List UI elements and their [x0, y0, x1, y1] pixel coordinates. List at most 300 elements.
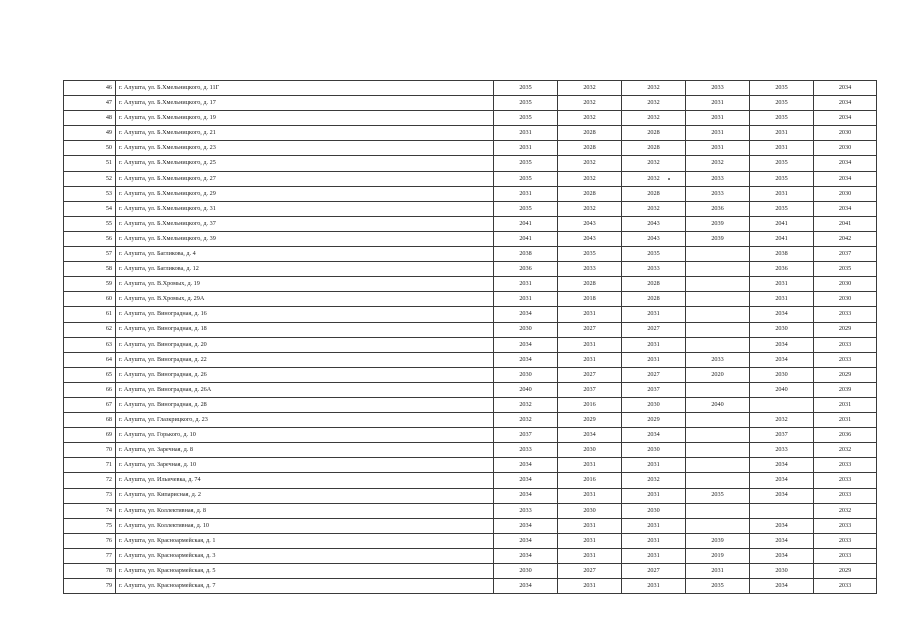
row-number: 74: [64, 503, 116, 518]
year-cell: 2029: [814, 367, 877, 382]
year-cell: 2033: [814, 533, 877, 548]
year-cell: 2034: [750, 533, 814, 548]
year-cell: 2031: [814, 413, 877, 428]
year-cell: 2033: [814, 518, 877, 533]
table-row: [64, 81, 877, 96]
year-cell: 2031: [622, 548, 686, 563]
year-cell: 2030: [814, 126, 877, 141]
address-cell: г. Алушта, ул. Горького, д. 10: [116, 428, 494, 443]
address-cell: г. Алушта, ул. Заречная, д. 8: [116, 443, 494, 458]
year-cell: [686, 277, 750, 292]
year-cell: 2033: [814, 352, 877, 367]
year-cell: 2036: [686, 201, 750, 216]
year-cell: 2039: [686, 216, 750, 231]
row-number: 61: [64, 307, 116, 322]
year-cell: 2034: [750, 548, 814, 563]
year-cell: 2034: [494, 473, 558, 488]
year-cell: 2039: [686, 533, 750, 548]
year-cell: [686, 262, 750, 277]
year-cell: 2034: [750, 579, 814, 594]
year-cell: 2033: [814, 579, 877, 594]
year-cell: 2032: [622, 81, 686, 96]
address-cell: г. Алушта, ул. Коллективная, д. 10: [116, 518, 494, 533]
year-cell: 2032: [622, 201, 686, 216]
year-cell: 2033: [686, 81, 750, 96]
year-cell: 2034: [494, 518, 558, 533]
year-cell: 2032: [622, 156, 686, 171]
table-row: [64, 126, 877, 141]
year-cell: [686, 518, 750, 533]
year-cell: 2018: [558, 292, 622, 307]
year-cell: 2034: [814, 96, 877, 111]
year-cell: 2034: [750, 307, 814, 322]
year-cell: 2032: [494, 397, 558, 412]
year-cell: [686, 413, 750, 428]
year-cell: 2029: [814, 564, 877, 579]
year-cell: 2035: [750, 156, 814, 171]
year-cell: 2043: [558, 216, 622, 231]
row-number: 69: [64, 428, 116, 443]
year-cell: 2033: [814, 488, 877, 503]
year-cell: 2034: [494, 307, 558, 322]
row-number: 64: [64, 352, 116, 367]
year-cell: 2035: [494, 201, 558, 216]
row-number: 62: [64, 322, 116, 337]
year-cell: 2031: [686, 126, 750, 141]
year-cell: 2041: [750, 216, 814, 231]
row-number: 67: [64, 397, 116, 412]
year-cell: 2034: [622, 428, 686, 443]
year-cell: 2032: [558, 111, 622, 126]
year-cell: 2029: [814, 322, 877, 337]
address-cell: г. Алушта, ул. Б.Хмельницкого, д. 27: [116, 171, 494, 186]
address-cell: г. Алушта, ул. Виноградная, д. 28: [116, 397, 494, 412]
table-row: [64, 458, 877, 473]
table-row: [64, 548, 877, 563]
year-cell: [686, 337, 750, 352]
year-cell: 2035: [686, 488, 750, 503]
year-cell: [686, 382, 750, 397]
row-number: 70: [64, 443, 116, 458]
year-cell: 2037: [814, 247, 877, 262]
year-cell: 2034: [814, 171, 877, 186]
year-cell: 2031: [750, 186, 814, 201]
year-cell: 2028: [622, 141, 686, 156]
table-row: [64, 397, 877, 412]
year-cell: 2032: [622, 96, 686, 111]
year-cell: 2031: [494, 141, 558, 156]
year-cell: 2033: [494, 443, 558, 458]
year-cell: 2035: [686, 579, 750, 594]
row-number: 65: [64, 367, 116, 382]
year-cell: 2036: [814, 428, 877, 443]
year-cell: 2030: [622, 443, 686, 458]
year-cell: 2033: [558, 262, 622, 277]
year-cell: 2031: [750, 277, 814, 292]
year-cell: 2031: [494, 277, 558, 292]
year-cell: 2016: [558, 397, 622, 412]
year-cell: 2020: [686, 367, 750, 382]
scan-speck: [668, 178, 670, 180]
year-cell: 2031: [622, 518, 686, 533]
table-row: [64, 277, 877, 292]
year-cell: 2032: [622, 111, 686, 126]
year-cell: 2035: [494, 171, 558, 186]
year-cell: 2038: [494, 247, 558, 262]
row-number: 54: [64, 201, 116, 216]
year-cell: 2037: [494, 428, 558, 443]
year-cell: 2035: [494, 111, 558, 126]
year-cell: 2031: [750, 292, 814, 307]
table-row: [64, 428, 877, 443]
year-cell: 2031: [494, 292, 558, 307]
year-cell: 2031: [686, 96, 750, 111]
year-cell: 2031: [622, 458, 686, 473]
year-cell: [686, 322, 750, 337]
year-cell: 2028: [622, 277, 686, 292]
table-row: [64, 262, 877, 277]
year-cell: 2031: [686, 111, 750, 126]
year-cell: 2032: [622, 473, 686, 488]
year-cell: 2028: [622, 186, 686, 201]
year-cell: 2032: [622, 171, 686, 186]
year-cell: 2031: [750, 141, 814, 156]
table-row: [64, 564, 877, 579]
year-cell: 2035: [494, 156, 558, 171]
year-cell: 2033: [814, 337, 877, 352]
year-cell: 2027: [558, 322, 622, 337]
year-cell: 2030: [814, 277, 877, 292]
year-cell: 2019: [686, 548, 750, 563]
year-cell: 2033: [686, 186, 750, 201]
year-cell: [686, 458, 750, 473]
year-cell: 2030: [814, 186, 877, 201]
year-cell: 2034: [494, 579, 558, 594]
year-cell: 2031: [558, 307, 622, 322]
table-row: [64, 533, 877, 548]
address-cell: г. Алушта, ул. В.Хромых, д. 29А: [116, 292, 494, 307]
year-cell: 2034: [494, 352, 558, 367]
year-cell: 2043: [622, 216, 686, 231]
year-cell: 2031: [622, 488, 686, 503]
row-number: 66: [64, 382, 116, 397]
address-cell: г. Алушта, ул. Глазкрицкого, д. 23: [116, 413, 494, 428]
address-cell: г. Алушта, ул. Багликова, д. 4: [116, 247, 494, 262]
year-cell: 2042: [814, 231, 877, 246]
year-cell: [686, 473, 750, 488]
year-cell: 2030: [558, 443, 622, 458]
year-cell: 2041: [814, 216, 877, 231]
year-cell: 2031: [558, 548, 622, 563]
address-cell: г. Алушта, ул. В.Хромых, д. 19: [116, 277, 494, 292]
year-cell: 2032: [814, 443, 877, 458]
year-cell: 2030: [622, 503, 686, 518]
row-number: 59: [64, 277, 116, 292]
year-cell: [686, 292, 750, 307]
year-cell: 2033: [494, 503, 558, 518]
year-cell: 2032: [814, 503, 877, 518]
address-cell: г. Алушта, ул. Ильичевка, д. 74: [116, 473, 494, 488]
year-cell: 2030: [622, 397, 686, 412]
year-cell: 2030: [814, 292, 877, 307]
table-row: [64, 503, 877, 518]
year-cell: 2033: [814, 473, 877, 488]
year-cell: 2034: [494, 548, 558, 563]
year-cell: 2030: [558, 503, 622, 518]
year-cell: 2033: [814, 458, 877, 473]
table-row: [64, 201, 877, 216]
year-cell: 2031: [622, 337, 686, 352]
year-cell: 2031: [558, 488, 622, 503]
year-cell: 2030: [750, 564, 814, 579]
year-cell: 2033: [622, 262, 686, 277]
row-number: 60: [64, 292, 116, 307]
year-cell: 2032: [558, 96, 622, 111]
table-row: [64, 352, 877, 367]
year-cell: 2031: [622, 579, 686, 594]
year-cell: 2034: [750, 352, 814, 367]
year-cell: 2031: [686, 564, 750, 579]
table-row: [64, 367, 877, 382]
year-cell: 2031: [558, 352, 622, 367]
year-cell: 2035: [750, 201, 814, 216]
table-row: [64, 413, 877, 428]
year-cell: 2033: [814, 307, 877, 322]
table-row: [64, 156, 877, 171]
year-cell: 2034: [494, 337, 558, 352]
row-number: 77: [64, 548, 116, 563]
year-cell: 2028: [622, 126, 686, 141]
row-number: 79: [64, 579, 116, 594]
year-cell: 2032: [558, 156, 622, 171]
address-cell: г. Алушта, ул. Б.Хмельницкого, д. 19: [116, 111, 494, 126]
address-cell: г. Алушта, ул. Б.Хмельницкого, д. 21: [116, 126, 494, 141]
address-cell: г. Алушта, ул. Б.Хмельницкого, д. 39: [116, 231, 494, 246]
row-number: 68: [64, 413, 116, 428]
row-number: 72: [64, 473, 116, 488]
address-cell: г. Алушта, ул. Виноградная, д. 22: [116, 352, 494, 367]
table-row: [64, 141, 877, 156]
year-cell: 2036: [494, 262, 558, 277]
year-cell: 2034: [558, 428, 622, 443]
year-cell: 2035: [814, 262, 877, 277]
year-cell: 2028: [558, 126, 622, 141]
row-number: 47: [64, 96, 116, 111]
year-cell: 2034: [494, 458, 558, 473]
row-number: 49: [64, 126, 116, 141]
year-cell: 2041: [494, 216, 558, 231]
row-number: 71: [64, 458, 116, 473]
year-cell: 2034: [494, 533, 558, 548]
year-cell: 2035: [750, 111, 814, 126]
year-cell: 2034: [494, 488, 558, 503]
year-cell: 2031: [494, 126, 558, 141]
row-number: 51: [64, 156, 116, 171]
year-cell: 2040: [750, 382, 814, 397]
table-row: [64, 216, 877, 231]
year-cell: 2031: [622, 352, 686, 367]
year-cell: 2031: [558, 518, 622, 533]
row-number: 58: [64, 262, 116, 277]
year-cell: 2031: [558, 533, 622, 548]
row-number: 75: [64, 518, 116, 533]
address-cell: г. Алушта, ул. Красноармейская, д. 3: [116, 548, 494, 563]
year-cell: [686, 503, 750, 518]
address-cell: г. Алушта, ул. Заречная, д. 10: [116, 458, 494, 473]
year-cell: 2030: [814, 141, 877, 156]
table-row: [64, 488, 877, 503]
table-row: [64, 231, 877, 246]
year-cell: 2035: [558, 247, 622, 262]
year-cell: 2035: [494, 81, 558, 96]
year-cell: [750, 397, 814, 412]
address-cell: г. Алушта, ул. Кипарисная, д. 2: [116, 488, 494, 503]
year-cell: 2034: [750, 458, 814, 473]
year-cell: [686, 443, 750, 458]
year-cell: 2031: [622, 307, 686, 322]
row-number: 78: [64, 564, 116, 579]
address-cell: г. Алушта, ул. Виноградная, д. 26А: [116, 382, 494, 397]
year-cell: 2032: [494, 413, 558, 428]
year-cell: 2041: [750, 231, 814, 246]
year-cell: 2030: [494, 322, 558, 337]
address-cell: г. Алушта, ул. Б.Хмельницкого, д. 31: [116, 201, 494, 216]
address-cell: г. Алушта, ул. Красноармейская, д. 1: [116, 533, 494, 548]
year-cell: 2034: [750, 488, 814, 503]
address-cell: г. Алушта, ул. Красноармейская, д. 5: [116, 564, 494, 579]
year-cell: 2031: [558, 337, 622, 352]
year-cell: 2037: [750, 428, 814, 443]
table-body: [64, 81, 877, 594]
year-cell: 2031: [622, 533, 686, 548]
address-cell: г. Алушта, ул. Виноградная, д. 26: [116, 367, 494, 382]
year-cell: [686, 428, 750, 443]
address-cell: г. Алушта, ул. Багликова, д. 12: [116, 262, 494, 277]
year-cell: 2031: [686, 141, 750, 156]
row-number: 53: [64, 186, 116, 201]
year-cell: 2037: [558, 382, 622, 397]
year-cell: 2034: [814, 111, 877, 126]
year-cell: 2034: [814, 81, 877, 96]
year-cell: 2034: [814, 201, 877, 216]
address-cell: г. Алушта, ул. Виноградная, д. 16: [116, 307, 494, 322]
year-cell: 2032: [558, 201, 622, 216]
address-cell: г. Алушта, ул. Б.Хмельницкого, д. 25: [116, 156, 494, 171]
year-cell: 2043: [558, 231, 622, 246]
address-cell: г. Алушта, ул. Б.Хмельницкого, д. 11Г: [116, 81, 494, 96]
row-number: 56: [64, 231, 116, 246]
year-cell: 2028: [558, 141, 622, 156]
row-number: 48: [64, 111, 116, 126]
table-row: [64, 337, 877, 352]
year-cell: 2033: [686, 352, 750, 367]
year-cell: [686, 247, 750, 262]
year-cell: [686, 307, 750, 322]
year-cell: 2032: [750, 413, 814, 428]
year-cell: 2034: [750, 473, 814, 488]
year-cell: 2034: [750, 337, 814, 352]
year-cell: 2039: [686, 231, 750, 246]
row-number: 50: [64, 141, 116, 156]
year-cell: 2035: [750, 171, 814, 186]
year-cell: [750, 503, 814, 518]
year-cell: 2027: [622, 367, 686, 382]
year-cell: 2033: [814, 548, 877, 563]
year-cell: 2028: [558, 277, 622, 292]
year-cell: 2030: [750, 367, 814, 382]
year-cell: 2037: [622, 382, 686, 397]
year-cell: 2035: [750, 81, 814, 96]
year-cell: 2035: [494, 96, 558, 111]
table-row: [64, 307, 877, 322]
row-number: 57: [64, 247, 116, 262]
address-cell: г. Алушта, ул. Виноградная, д. 18: [116, 322, 494, 337]
row-number: 55: [64, 216, 116, 231]
year-cell: 2027: [622, 322, 686, 337]
year-cell: 2031: [494, 186, 558, 201]
row-number: 73: [64, 488, 116, 503]
table-row: [64, 96, 877, 111]
table-row: [64, 186, 877, 201]
row-number: 76: [64, 533, 116, 548]
year-cell: 2027: [622, 564, 686, 579]
year-cell: 2038: [750, 247, 814, 262]
table-row: [64, 518, 877, 533]
year-cell: 2034: [750, 518, 814, 533]
year-cell: 2028: [558, 186, 622, 201]
year-cell: 2029: [622, 413, 686, 428]
table-row: [64, 382, 877, 397]
data-table: [63, 80, 877, 594]
year-cell: 2032: [686, 156, 750, 171]
address-cell: г. Алушта, ул. Виноградная, д. 20: [116, 337, 494, 352]
table-row: [64, 473, 877, 488]
year-cell: 2031: [558, 579, 622, 594]
address-cell: г. Алушта, ул. Б.Хмельницкого, д. 37: [116, 216, 494, 231]
table-row: [64, 443, 877, 458]
year-cell: 2033: [750, 443, 814, 458]
year-cell: 2033: [686, 171, 750, 186]
year-cell: 2032: [558, 81, 622, 96]
year-cell: 2030: [494, 367, 558, 382]
table-row: [64, 292, 877, 307]
row-number: 52: [64, 171, 116, 186]
table-row: [64, 247, 877, 262]
address-cell: г. Алушта, ул. Б.Хмельницкого, д. 29: [116, 186, 494, 201]
year-cell: 2016: [558, 473, 622, 488]
address-cell: г. Алушта, ул. Коллективная, д. 8: [116, 503, 494, 518]
table-row: [64, 579, 877, 594]
year-cell: 2027: [558, 367, 622, 382]
table-row: [64, 322, 877, 337]
year-cell: 2031: [814, 397, 877, 412]
year-cell: 2041: [494, 231, 558, 246]
year-cell: 2030: [750, 322, 814, 337]
address-cell: г. Алушта, ул. Б.Хмельницкого, д. 17: [116, 96, 494, 111]
year-cell: 2028: [622, 292, 686, 307]
table-row: [64, 111, 877, 126]
year-cell: 2040: [494, 382, 558, 397]
year-cell: 2040: [686, 397, 750, 412]
year-cell: 2031: [750, 126, 814, 141]
year-cell: 2036: [750, 262, 814, 277]
year-cell: 2031: [558, 458, 622, 473]
year-cell: 2032: [558, 171, 622, 186]
year-cell: 2035: [622, 247, 686, 262]
year-cell: 2034: [814, 156, 877, 171]
year-cell: 2043: [622, 231, 686, 246]
address-cell: г. Алушта, ул. Красноармейская, д. 7: [116, 579, 494, 594]
